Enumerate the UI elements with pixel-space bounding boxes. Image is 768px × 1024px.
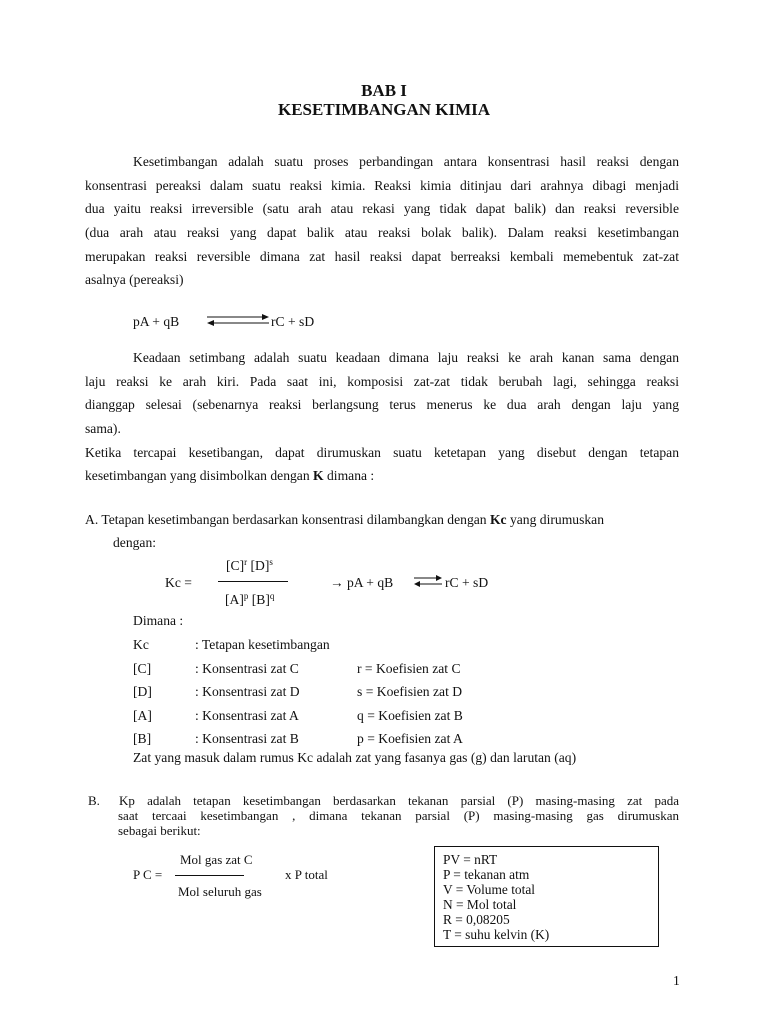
section-b-line: Kp adalah tetapan kesetimbangan berdasarkan tekanan parsial (P) masing-masing zat pada xyxy=(119,793,679,808)
t: s xyxy=(269,557,273,567)
box-line: PV = nRT xyxy=(443,852,498,867)
def-desc: : Konsentrasi zat B xyxy=(195,731,299,746)
def-coef: r = Koefisien zat C xyxy=(357,661,461,676)
pc-numerator: Mol gas zat C xyxy=(180,852,253,867)
gas-law-box xyxy=(434,846,659,947)
t: [C] xyxy=(226,558,245,573)
text: dengan: xyxy=(113,535,157,550)
reaction-products: rC + sD xyxy=(445,575,489,590)
para1-line: (dua arah atau reaksi yang dapat balik atau reaksi bolak balik). Dalam reaksi kesetimbangan xyxy=(85,225,679,240)
t: p xyxy=(243,591,249,601)
para1-line: dua yaitu reaksi irreversible (satu arah atau rekasi yang tidak dapat balik) dan reaksi reversible xyxy=(85,201,679,216)
section-b-line: sebagai berikut: xyxy=(118,823,201,838)
def-coef: p = Koefisien zat A xyxy=(357,731,463,746)
section-a-heading xyxy=(85,512,604,528)
t: [A] xyxy=(225,592,244,607)
def-symbol: [C] xyxy=(133,661,152,676)
para1-line: asalnya (pereaksi) xyxy=(85,272,184,287)
section-b-marker: B. xyxy=(88,793,100,808)
page-number: 1 xyxy=(673,973,680,988)
para1-line: Kesetimbangan adalah suatu proses perbandingan antara konsentrasi hasil reaksi dengan xyxy=(133,154,679,169)
t: r xyxy=(244,557,248,567)
reaction-reactants: → pA + qB xyxy=(330,575,394,590)
equilibrium-arrows-icon xyxy=(205,313,271,327)
def-coef: q = Koefisien zat B xyxy=(357,708,463,723)
para3-line xyxy=(85,468,374,484)
equilibrium-arrows-icon xyxy=(413,574,443,588)
t: q xyxy=(269,591,275,601)
kc-numerator xyxy=(226,558,273,574)
para2-line: laju reaksi ke arah kiri. Pada saat ini, komposisi zat-zat tidak berubah lagi, sehingga reaksi xyxy=(85,374,679,389)
def-coef: s = Koefisien zat D xyxy=(357,684,463,699)
def-symbol: [B] xyxy=(133,731,152,746)
symbol-kc: Kc xyxy=(489,512,507,527)
def-symbol: Kc xyxy=(133,637,149,652)
pc-denominator: Mol seluruh gas xyxy=(178,884,262,899)
para3-line: Ketika tercapai kesetibangan, dapat dirumuskan suatu ketetapan yang disebut dengan tetapan xyxy=(85,445,679,460)
equation-products: rC + sD xyxy=(271,314,315,329)
box-line: R = 0,08205 xyxy=(443,912,510,927)
text: A. Tetapan kesetimbangan berdasarkan konsentrasi dilambangkan dengan xyxy=(85,512,490,527)
symbol-k: K xyxy=(313,468,324,483)
def-desc: : Konsentrasi zat C xyxy=(195,661,299,676)
def-desc: : Konsentrasi zat A xyxy=(195,708,299,723)
def-desc: : Konsentrasi zat D xyxy=(195,684,300,699)
t: [B] xyxy=(248,592,270,607)
para2-line: dianggap selesai (sebenarnya reaksi berlangsung terus menerus ke dua arah dengan laju yang xyxy=(85,397,679,412)
text: kesetimbangan yang disimbolkan dengan xyxy=(85,468,314,483)
t: [D] xyxy=(247,558,270,573)
chapter-title: KESETIMBANGAN KIMIA xyxy=(277,100,491,119)
section-b-line: saat tercaai kesetimbangan , dimana tekanan parsial (P) masing-masing gas dirumuskan xyxy=(118,808,679,823)
text: yang dirumuskan xyxy=(506,512,604,527)
para1-line: konsentrasi pereaksi dalam suatu reaksi kimia. Reaksi kimia ditinjau dari arahnya dibagi menjadi xyxy=(85,178,679,193)
chapter-number: BAB I xyxy=(361,81,407,100)
def-symbol: [A] xyxy=(133,708,152,723)
equation-reactants: pA + qB xyxy=(133,314,180,329)
fraction-bar xyxy=(218,581,288,582)
box-line: T = suhu kelvin (K) xyxy=(443,927,550,942)
para1-line: merupakan reaksi reversible dimana zat hasil reaksi dapat berreaksi kembali memebentuk zat-zat xyxy=(85,249,679,264)
para2-line: sama). xyxy=(85,421,121,436)
note: Zat yang masuk dalam rumus Kc adalah zat yang fasanya gas (g) dan larutan (aq) xyxy=(133,750,577,765)
box-line: V = Volume total xyxy=(443,882,535,897)
pc-multiplier: x P total xyxy=(285,867,328,882)
box-line: P = tekanan atm xyxy=(443,867,530,882)
para2-line: Keadaan setimbang adalah suatu keadaan dimana laju reaksi ke arah kanan sama dengan xyxy=(133,350,679,365)
box-line: N = Mol total xyxy=(443,897,517,912)
kc-label: Kc = xyxy=(165,575,192,590)
pc-label: P C = xyxy=(133,867,163,882)
text: dimana : xyxy=(323,468,375,483)
def-symbol: [D] xyxy=(133,684,152,699)
kc-denominator xyxy=(225,592,274,608)
text: Dimana : xyxy=(133,613,184,628)
def-desc: : Tetapan kesetimbangan xyxy=(195,637,330,652)
fraction-bar xyxy=(175,875,244,876)
